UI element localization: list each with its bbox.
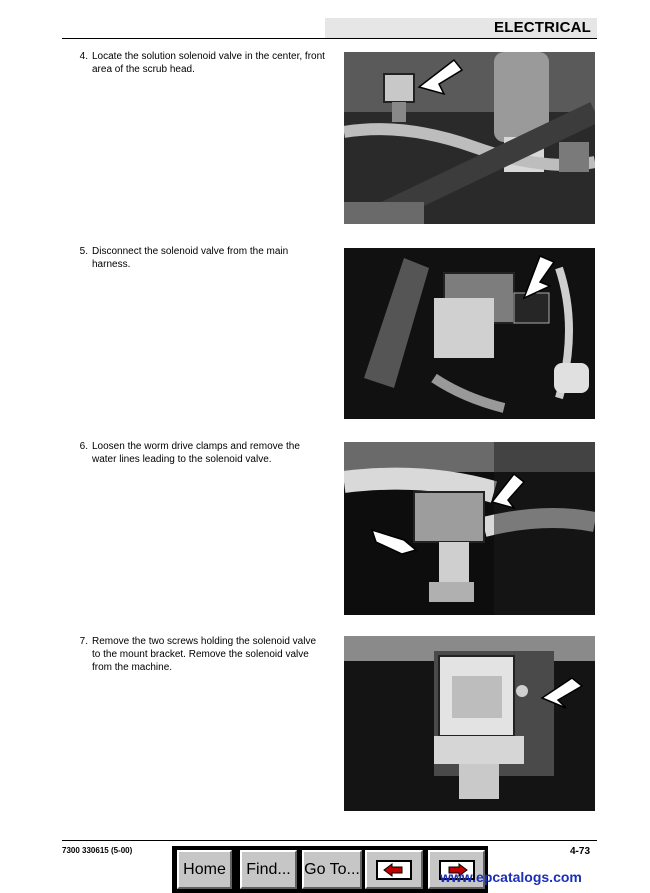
step-number: 6.: [79, 441, 88, 452]
step-text: Remove the two screws holding the solenoid valve to the mount bracket. Remove the solenoid valve from the machine.: [92, 636, 317, 673]
home-button[interactable]: Home: [177, 850, 232, 889]
goto-button[interactable]: Go To...: [302, 850, 362, 889]
step-number: 7.: [79, 636, 88, 647]
back-button[interactable]: [365, 850, 423, 889]
section-header: [325, 18, 597, 39]
page-number: 4-73: [570, 846, 591, 857]
step-text: Loosen the worm drive clamps and remove the water lines leading to the solenoid valve.: [92, 441, 300, 465]
step-text: Disconnect the solenoid valve from the main harness.: [92, 246, 289, 270]
left-arrow-icon: [376, 860, 412, 880]
step-photo-disconnect-harness: [344, 248, 595, 419]
doc-number: 7300 330615 (5-00): [62, 846, 133, 855]
section-title: ELECTRICAL: [494, 19, 591, 36]
step-number: 5.: [79, 246, 88, 257]
header-rule: [62, 38, 597, 39]
step-photo-worm-drive-clamps: [344, 442, 595, 615]
footer-rule: [62, 840, 597, 841]
step-photo-mount-screws: [344, 636, 595, 811]
step-photo-solenoid-location: [344, 52, 595, 224]
watermark: www.epcatalogs.com: [440, 869, 582, 885]
step-text: Locate the solution solenoid valve in the center, front area of the scrub head.: [92, 51, 325, 75]
step-number: 4.: [79, 51, 88, 62]
find-button[interactable]: Find...: [240, 850, 297, 889]
